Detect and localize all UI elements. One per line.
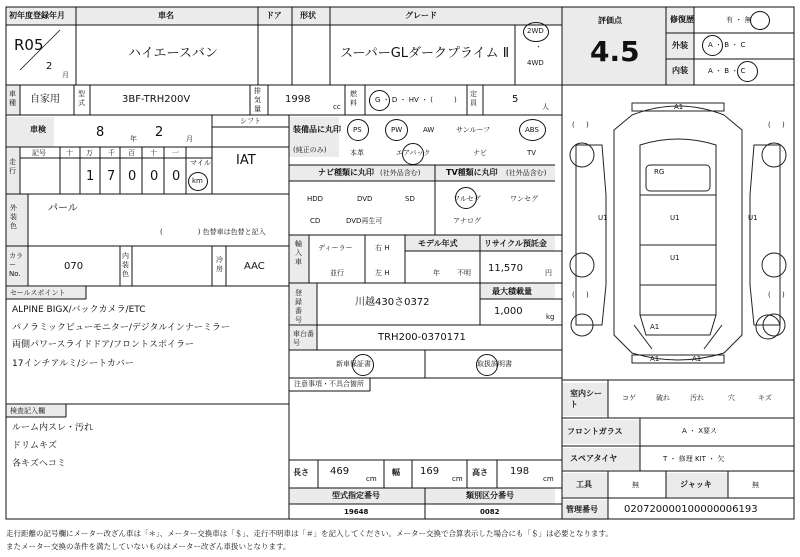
equipment-sub: (純正のみ) <box>293 146 327 154</box>
interior-selected-circle <box>737 61 758 82</box>
registration-label: 登録番号 <box>295 289 302 324</box>
width-value: 169 <box>420 466 440 477</box>
diagram-bracket-bl: ( <box>572 291 575 299</box>
repair-options: 有 ・ 無 <box>726 16 752 24</box>
mileage-digit: 0 <box>150 169 159 184</box>
class-number: 0082 <box>480 508 500 516</box>
sales-point-line: パノラミックビューモニター/デジタルインナーミラー <box>12 323 230 333</box>
damage-mark: U1 <box>598 214 608 222</box>
registration-value: 川越430さ0372 <box>355 297 430 308</box>
equipment-item: ナビ <box>473 149 487 157</box>
drive-2wd-circle <box>523 22 549 42</box>
damage-mark: U1 <box>670 254 680 262</box>
notes-label: 注意事項・不具合箇所 <box>294 380 364 388</box>
spare-tire-options: T ・ 修理 KIT ・ 欠 <box>663 455 725 463</box>
warranty-manual: 取扱説明書 <box>477 360 512 368</box>
car-use-label: 車種 <box>9 90 16 107</box>
import-parallel: 並行 <box>330 269 344 277</box>
damage-mark: A1 <box>692 355 702 363</box>
class-number-label: 類別区分番号 <box>466 491 514 500</box>
exterior-label: 外装 <box>672 41 688 50</box>
tools-value: 無 <box>632 481 639 489</box>
diagram-bracket-tl: ( <box>572 121 575 129</box>
width-unit: cm <box>452 475 463 483</box>
fuel-label: 燃料 <box>350 90 357 107</box>
model-label: 型式 <box>78 90 85 107</box>
mileage-km-circle <box>188 172 208 191</box>
model: 3BF-TRH200V <box>122 94 191 105</box>
management-label: 管理番号 <box>566 505 598 514</box>
import-label: 輸入車 <box>295 240 302 266</box>
tv-fullseg-circle <box>455 187 477 209</box>
car-name-label: 車名 <box>158 11 174 20</box>
max-load-label: 最大積載量 <box>492 287 532 296</box>
chassis-label: 車台番号 <box>293 330 314 347</box>
length-value: 469 <box>330 466 350 477</box>
digit-label: 万 <box>86 149 93 157</box>
mileage-digit: 1 <box>86 169 95 184</box>
height-unit: cm <box>543 475 554 483</box>
displacement: 1998 <box>285 94 311 105</box>
digit-label: 十 <box>150 149 157 157</box>
damage-mark: A1 <box>650 323 660 331</box>
mileage-digit: 0 <box>172 169 181 184</box>
interior-sheet-item: コゲ <box>622 394 636 402</box>
equipment-item: サンルーフ <box>456 126 491 134</box>
length-unit: cm <box>366 475 377 483</box>
length-label: 長さ <box>293 468 309 477</box>
exterior-color-label: 外装色 <box>10 204 17 230</box>
ac-label: 冷房 <box>216 256 223 273</box>
drive-2wd: 2WD <box>527 27 544 35</box>
equipment-item: PW <box>391 126 403 134</box>
mileage-unit-km: km <box>192 177 203 185</box>
equipment-item: PS <box>353 126 362 134</box>
tv-sub: (社外品含む) <box>506 169 547 177</box>
inspector-note: ドリムキズ <box>12 441 57 451</box>
warranty-new-car: 新車保証書 <box>336 360 371 368</box>
reg-month-unit: 月 <box>62 71 69 79</box>
diagram-bracket-tr: ( <box>768 121 771 129</box>
recycle-unit: 円 <box>545 269 552 277</box>
sales-point-line: ALPINE BIGX/バックカメラ/ETC <box>12 305 146 315</box>
inspection-label: 車検 <box>30 125 46 134</box>
import-left-h: 左 H <box>375 269 390 277</box>
tv-item: アナログ <box>453 217 481 225</box>
grade-label: グレード <box>405 11 437 20</box>
interior-label: 内装 <box>672 66 688 75</box>
warranty-manual-circle <box>476 354 498 376</box>
navi-label: ナビ種類に丸印 <box>318 168 374 177</box>
model-year-unknown: 不明 <box>457 269 471 277</box>
type-number: 19648 <box>344 508 369 516</box>
height-value: 198 <box>510 466 530 477</box>
mileage-unit-mile: マイル <box>190 159 211 167</box>
navi-item: DVD再生可 <box>346 217 383 225</box>
exterior-selected-circle <box>702 35 723 56</box>
tv-item: ワンセグ <box>510 195 538 203</box>
warranty-new-car-circle <box>352 354 374 376</box>
exterior-color: パール <box>48 203 78 214</box>
height-label: 高さ <box>472 468 488 477</box>
reg-month: 2 <box>46 61 53 72</box>
navi-sub: (社外品含む) <box>380 169 421 177</box>
digit-label: 千 <box>108 149 115 157</box>
import-dealer: ディーラー <box>318 244 353 252</box>
mileage-digit: 7 <box>107 169 116 184</box>
inspection-month-unit: 月 <box>186 135 193 143</box>
tv-label: TV種類に丸印 <box>446 168 498 177</box>
inspection-month: 2 <box>155 125 164 140</box>
car-damage-diagram <box>562 85 794 380</box>
interior-sheet-item: キズ <box>758 394 772 402</box>
mileage-label: 走行 <box>9 158 16 175</box>
fuel-options: G ・ D ・ HV ・ ( ) <box>375 96 457 104</box>
chassis-value: TRH200-0370171 <box>378 332 466 343</box>
diagram-bracket-br2: ) <box>782 291 785 299</box>
shape-label: 形状 <box>300 11 316 20</box>
damage-mark: U1 <box>670 214 680 222</box>
car-name: ハイエースバン <box>128 46 218 61</box>
damage-mark: A1 <box>650 355 660 363</box>
tv-item: フルセグ <box>453 195 481 203</box>
model-year-label: モデル年式 <box>418 239 458 248</box>
diagram-bracket-bl2: ) <box>586 291 589 299</box>
spare-tire-label: スペアタイヤ <box>570 454 618 463</box>
diagram-bracket-tr2: ) <box>782 121 785 129</box>
width-label: 幅 <box>392 468 400 477</box>
equipment-item: エアバック <box>396 149 431 157</box>
windshield-options: A ・ X要ス <box>682 427 718 435</box>
repair-label: 修復歴 <box>670 15 694 24</box>
displacement-label: 排気量 <box>254 87 261 113</box>
interior-sheet-item: 汚れ <box>690 394 704 402</box>
jack-label: ジャッキ <box>680 480 712 489</box>
sales-points-label: セールスポイント <box>10 289 66 297</box>
car-use: 自家用 <box>30 94 60 105</box>
ac-value: AAC <box>244 261 265 272</box>
cc-unit: cc <box>333 103 341 111</box>
management-number: 020720000100000006193 <box>624 504 758 515</box>
footer-note-1: 走行距離の記号欄にメーター改ざん車は「＊」、メーター交換車は「＄」、走行不明車は「＃」を記入してください。メーター交換で合算表示した場合にも「＄」は必要となります。 <box>6 529 613 538</box>
color-no-label: カラーNo. <box>9 252 23 278</box>
import-right-h: 右 H <box>375 244 390 252</box>
persons-unit: 人 <box>542 103 549 111</box>
interior-sheet-item: 穴 <box>728 394 735 402</box>
drive-4wd: 4WD <box>527 59 544 67</box>
interior-sheet-label: 室内シート <box>570 389 602 409</box>
max-load-unit: kg <box>546 313 555 321</box>
navi-item: CD <box>310 217 321 225</box>
max-load-value: 1,000 <box>494 306 523 317</box>
door-label: ドア <box>266 11 282 20</box>
sales-point-line: 両側パワースライドドア/フロントスポイラー <box>12 340 194 350</box>
inspection-year: 8 <box>96 125 105 140</box>
exterior-options: A ・ B ・ C <box>708 41 746 49</box>
equipment-airbag-circle <box>402 143 424 165</box>
repair-selected-circle <box>750 11 770 30</box>
inspector-note: 各キズヘコミ <box>12 459 66 469</box>
digit-label: 十 <box>66 149 73 157</box>
mileage-symbol-label: 記号 <box>32 149 46 157</box>
interior-color-label: 内装色 <box>122 252 129 278</box>
sales-point-line: 17インチアルミ/シートカバー <box>12 359 134 369</box>
navi-item: DVD <box>357 195 373 203</box>
score-value: 4.5 <box>590 35 640 68</box>
jack-value: 無 <box>752 481 759 489</box>
reg-year: R05 <box>14 36 44 54</box>
damage-mark: A1 <box>674 103 684 111</box>
shift-label: シフト <box>240 117 261 125</box>
equipment-ps-circle <box>347 119 369 141</box>
damage-mark: U1 <box>748 214 758 222</box>
recycle-label: リサイクル預託金 <box>484 239 547 248</box>
tools-label: 工具 <box>576 480 592 489</box>
grade: スーパーGLダークプライム Ⅱ <box>340 46 510 61</box>
equipment-abs-circle <box>519 119 546 141</box>
footer-note-2: またメーター交換の条件を満たしていないものはメーター改ざん車扱いとなります。 <box>6 542 291 551</box>
digit-label: 一 <box>172 149 179 157</box>
drive-separator: ・ <box>535 43 542 51</box>
inspector-label: 検査記入欄 <box>10 407 45 415</box>
score-label: 評価点 <box>598 16 622 25</box>
equipment-item: AW <box>423 126 435 134</box>
fuel-selected-circle <box>369 90 390 111</box>
navi-item: HDD <box>307 195 324 203</box>
equipment-item: TV <box>527 149 537 157</box>
navi-item: SD <box>405 195 415 203</box>
mileage-digit: 0 <box>128 169 137 184</box>
windshield-label: フロントガラス <box>567 427 623 436</box>
shift-value: IAT <box>236 153 256 168</box>
digit-label: 百 <box>128 149 135 157</box>
exterior-color-note: ( ) 色替車は色替と記入 <box>160 228 266 236</box>
capacity-label: 定員 <box>470 90 477 107</box>
capacity: 5 <box>512 94 519 105</box>
equipment-label: 装備品に丸印 <box>293 125 341 134</box>
damage-mark: RG <box>654 168 665 176</box>
interior-options: A ・ B ・ C <box>708 67 746 75</box>
diagram-bracket-tl2: ) <box>586 121 589 129</box>
interior-sheet-item: 破れ <box>656 394 670 402</box>
diagram-bracket-br: ( <box>768 291 771 299</box>
color-no: 070 <box>64 261 84 272</box>
equipment-pw-circle <box>385 119 408 141</box>
model-year-unit: 年 <box>433 269 440 277</box>
inspector-note: ルーム内スレ・汚れ <box>12 423 94 433</box>
inspection-year-unit: 年 <box>130 135 137 143</box>
reg-year-label: 初年度登録年月 <box>9 11 65 20</box>
type-number-label: 型式指定番号 <box>332 491 380 500</box>
recycle-value: 11,570 <box>488 263 523 274</box>
equipment-item: ABS <box>525 126 539 134</box>
equipment-item: 本革 <box>350 149 364 157</box>
